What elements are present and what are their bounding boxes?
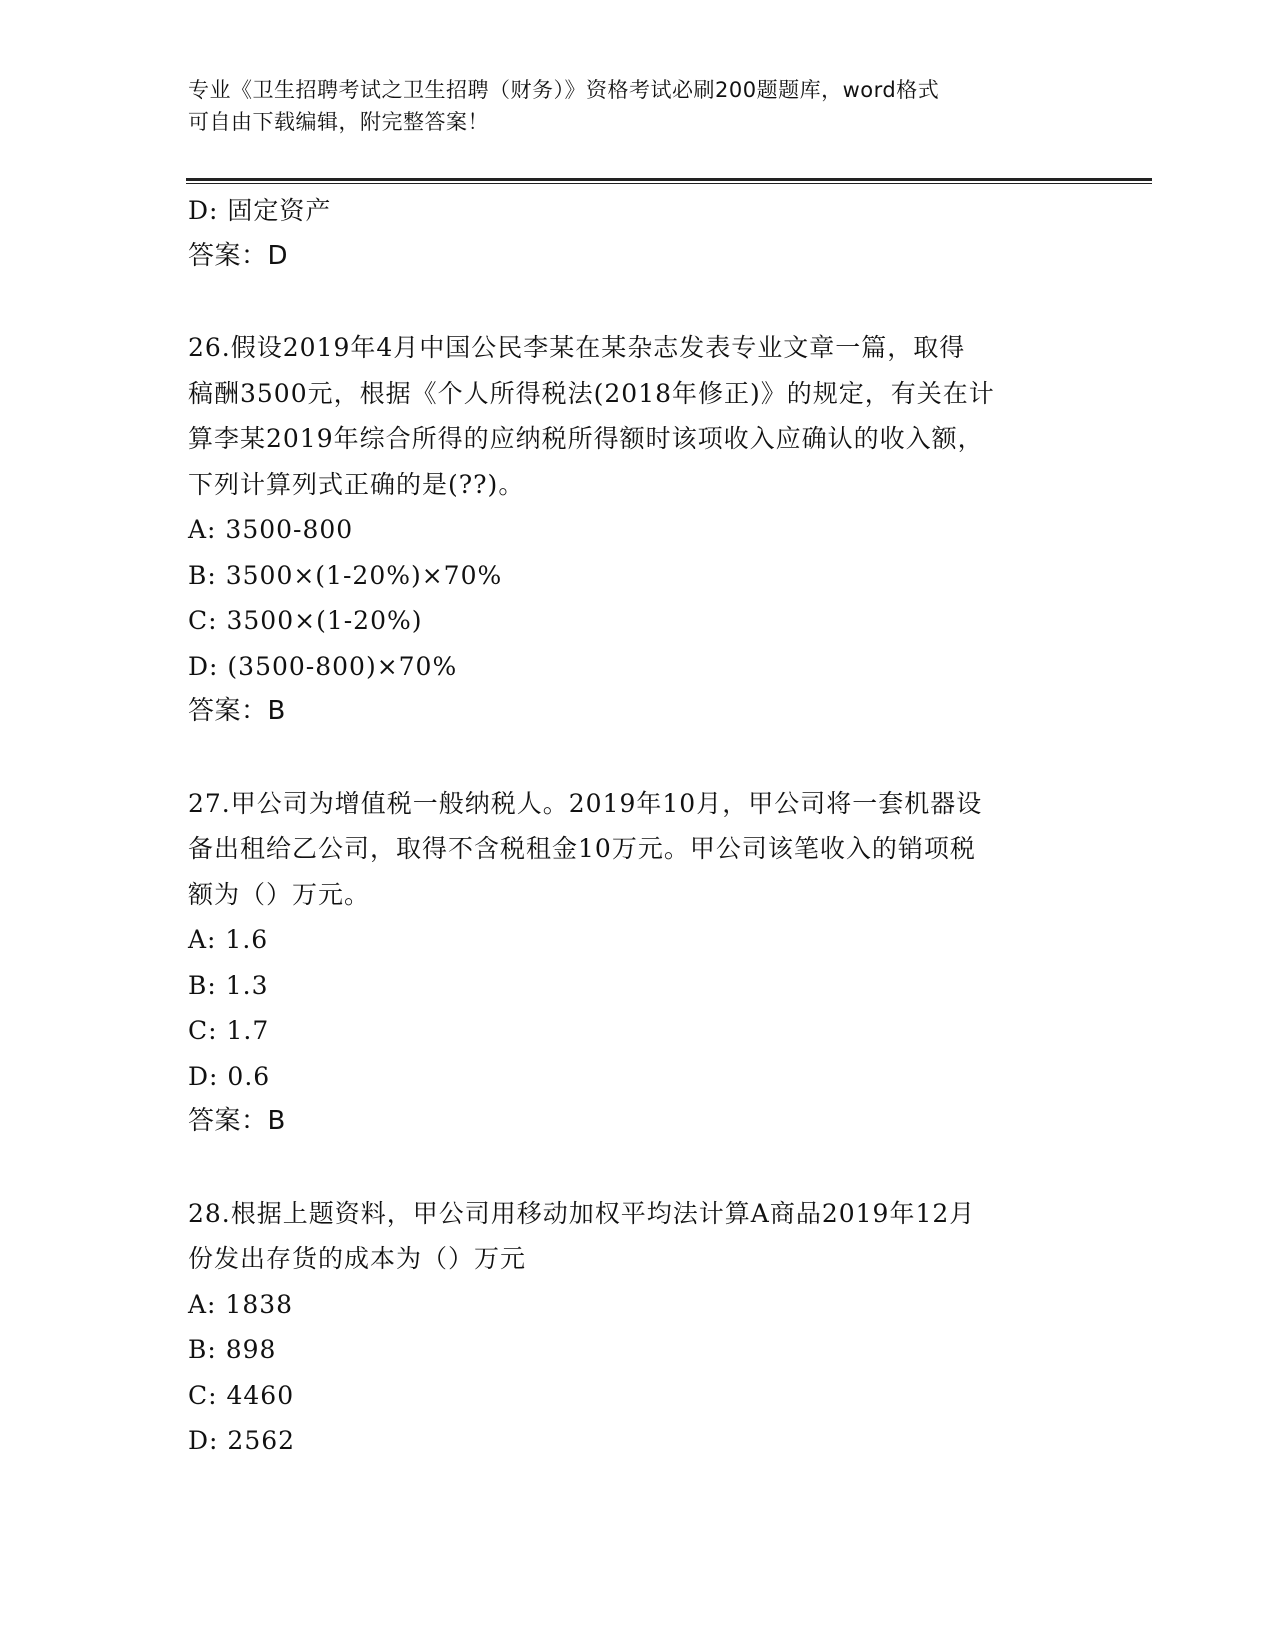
- question-26-stem-line: 稿酬3500元，根据《个人所得税法(2018年修正)》的规定，有关在计: [188, 378, 995, 408]
- question-28-option-c: C: 4460: [188, 1380, 295, 1410]
- question-27-option-b: B: 1.3: [188, 970, 269, 1000]
- question-27-option-a: A: 1.6: [188, 925, 269, 954]
- question-27-option-d: D: 0.6: [188, 1061, 271, 1091]
- prev-answer: 答案：D: [188, 240, 289, 271]
- question-28-stem-line: 份发出存货的成本为（）万元: [188, 1244, 527, 1273]
- header-line-2: 可自由下载编辑，附完整答案！: [188, 110, 489, 134]
- question-26-stem-line: 下列计算列式正确的是(??)。: [188, 469, 525, 499]
- question-26-stem-line: 算李某2019年综合所得的应纳税所得额时该项收入应确认的收入额，: [188, 424, 984, 453]
- question-26-option-b: B: 3500×(1-20%)×70%: [188, 560, 503, 590]
- question-26-option-d: D: (3500-800)×70%: [188, 651, 458, 681]
- question-28-option-d: D: 2562: [188, 1426, 296, 1455]
- question-27-stem-line: 27.甲公司为增值税一般纳税人。2019年10月，甲公司将一套机器设: [188, 788, 983, 818]
- question-26-answer: 答案：B: [188, 696, 286, 726]
- spacer: [188, 735, 1088, 781]
- question-26-option-a: A: 3500-800: [188, 515, 354, 544]
- spacer: [188, 1145, 1088, 1191]
- question-27-answer: 答案：B: [188, 1106, 286, 1136]
- header-line-1: 专业《卫生招聘考试之卫生招聘（财务）》资格考试必刷200题题库，word格式: [188, 78, 940, 102]
- question-27-stem-line: 备出租给乙公司，取得不含税租金10万元。甲公司该笔收入的销项税: [188, 834, 976, 863]
- question-27-option-c: C: 1.7: [188, 1016, 270, 1045]
- question-27: [188, 781, 1088, 1145]
- document-header: [188, 74, 1068, 138]
- spacer: [188, 279, 1088, 325]
- question-28-stem-line: 28.根据上题资料，甲公司用移动加权平均法计算A商品2019年12月: [188, 1198, 976, 1228]
- question-27-stem-line: 额为（）万元。: [188, 879, 371, 909]
- question-26-stem-line: 26.假设2019年4月中国公民李某在某杂志发表专业文章一篇，取得: [188, 333, 966, 362]
- question-28-option-a: A: 1838: [188, 1289, 294, 1319]
- question-28: [188, 1191, 1088, 1464]
- question-26-option-c: C: 3500×(1-20%): [188, 606, 423, 635]
- prev-option-d: D: 固定资产: [188, 196, 332, 225]
- question-28-option-b: B: 898: [188, 1335, 277, 1364]
- header-divider-thin: [186, 183, 1152, 184]
- question-content: [188, 188, 1088, 1464]
- question-26: [188, 325, 1088, 735]
- header-divider-thick: [186, 178, 1152, 181]
